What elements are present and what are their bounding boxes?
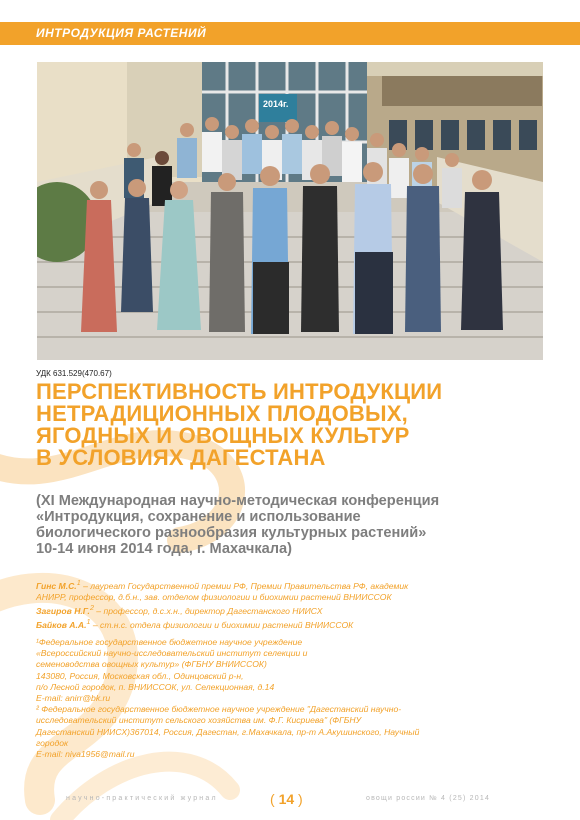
page-number-block bbox=[270, 791, 303, 807]
author-name: Байков А.А. bbox=[36, 619, 87, 630]
page-bracket-left-icon: ( bbox=[270, 791, 275, 807]
title-line: ПЕРСПЕКТИВНОСТЬ ИНТРОДУКЦИИ bbox=[36, 379, 443, 404]
author-line: АНИРР, профессор, д.б.н., зав. отделом физиологии и биохимии растений ВНИИССОК bbox=[36, 591, 392, 602]
author-name: Гинс М.С. bbox=[36, 580, 77, 591]
author-sup: 2 bbox=[89, 603, 94, 612]
page-bracket-right-icon: ) bbox=[298, 791, 303, 807]
affiliation-line: п/о Лесной городок, п. ВНИИССОК, ул. Селекционная, д.14 bbox=[36, 681, 275, 692]
author-sup: 1 bbox=[86, 617, 91, 626]
author-name: Загиров Н.Г. bbox=[36, 605, 90, 616]
email-line[interactable]: E-mail: anirr@bk.ru bbox=[36, 693, 111, 704]
affiliation-line: 143080, Россия, Московская обл., Одинцовский р-н, bbox=[36, 670, 244, 681]
udk-code: УДК 631.529(470.67) bbox=[36, 369, 112, 378]
journal-name-left: научно-практический журнал bbox=[66, 795, 218, 802]
author-desc: – ст.н.с. отдела физиологии и биохимии растений ВНИИССОК bbox=[90, 619, 354, 630]
title-line: В УСЛОВИЯХ ДАГЕСТАНА bbox=[36, 445, 326, 470]
page-footer bbox=[0, 791, 580, 811]
author-line bbox=[36, 617, 556, 631]
author-line bbox=[36, 603, 556, 617]
section-header-bar bbox=[0, 22, 580, 45]
email-line[interactable]: E-mail: niva1956@mail.ru bbox=[36, 749, 135, 760]
page-number: 14 bbox=[278, 791, 295, 807]
title-line: ЯГОДНЫХ И ОВОЩНЫХ КУЛЬТУР bbox=[36, 423, 410, 448]
subtitle-line: (XI Международная научно-методическая конференция bbox=[36, 493, 440, 509]
group-photo bbox=[37, 62, 543, 360]
affiliation-line: ¹Федеральное государственное бюджетное научное учреждение bbox=[36, 637, 303, 647]
author-sup: 1 bbox=[76, 579, 81, 587]
subtitle-line: «Интродукция, сохранение и использование bbox=[36, 509, 361, 525]
subtitle-line: биологического разнообразия культурных растений» bbox=[36, 525, 427, 541]
affiliation-line: семеноводства овощных культур» (ФГБНУ ВНИИССОК) bbox=[36, 659, 267, 670]
group-photo-image bbox=[37, 62, 543, 360]
affiliation-line: городок bbox=[36, 737, 69, 748]
affiliation-line: исследовательский институт сельского хозяйства им. Ф.Г. Кисриева" (ФГБНУ bbox=[36, 715, 362, 726]
author-desc: – профессор, д.с.х.н., директор Дагестанского НИИСХ bbox=[93, 605, 323, 616]
author-list bbox=[36, 578, 556, 631]
article-title bbox=[36, 381, 556, 469]
section-label: ИНТРОДУКЦИЯ РАСТЕНИЙ bbox=[36, 26, 207, 40]
journal-name-right: овощи россии № 4 (25) 2014 bbox=[366, 795, 491, 802]
affiliations bbox=[36, 637, 556, 760]
article-subtitle bbox=[36, 493, 556, 557]
affiliation-line: Дагестанский НИИСХ)367014, Россия, Дагестан, г.Махачкала, пр-т А.Акушинского, Научный bbox=[36, 726, 420, 737]
author-line bbox=[36, 578, 556, 592]
affiliation-line: «Всероссийский научно-исследовательский институт селекции и bbox=[36, 648, 308, 659]
title-line: НЕТРАДИЦИОННЫХ ПЛОДОВЫХ, bbox=[36, 401, 408, 426]
author-desc: – лауреат Государственной премии РФ, Премии Правительства РФ, академик bbox=[80, 580, 409, 591]
affiliation-line: ² Федеральное государственное бюджетное научное учреждение "Дагестанский научно- bbox=[36, 704, 402, 715]
photo-sign-text: 2014г. bbox=[263, 99, 289, 109]
subtitle-line: 10-14 июня 2014 года, г. Махачкала) bbox=[36, 541, 293, 557]
